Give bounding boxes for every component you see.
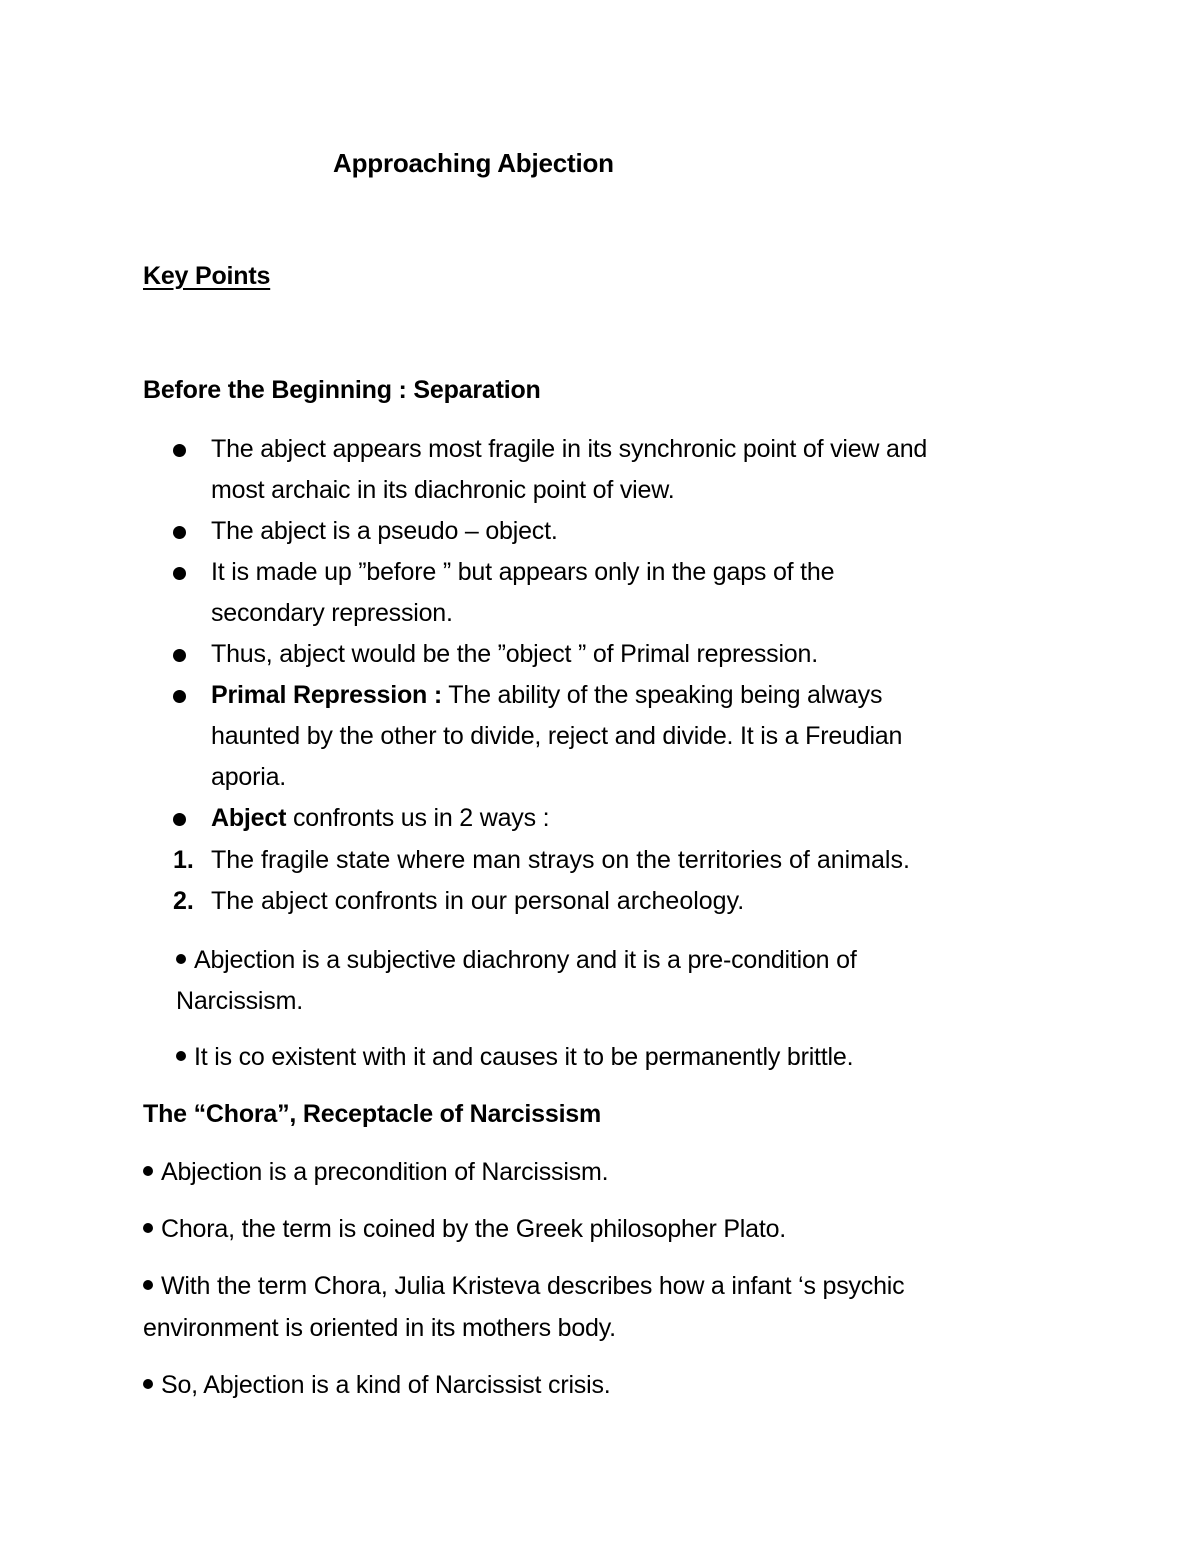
bullet-marker bbox=[143, 1379, 153, 1389]
bullet-marker bbox=[173, 567, 186, 580]
paragraph-text: Chora, the term is coined by the Greek philosopher Plato. bbox=[161, 1215, 787, 1243]
bullet-6-line-1 bbox=[211, 801, 549, 835]
section-heading-chora: The “Chora”, Receptacle of Narcissism bbox=[143, 1100, 602, 1128]
paragraph-narcissist-crisis bbox=[143, 1368, 611, 1402]
paragraph-text: Abjection is a subjective diachrony and it is a pre-condition of bbox=[194, 946, 857, 974]
paragraph-text: Abjection is a precondition of Narcissism. bbox=[161, 1158, 609, 1186]
bullet-marker bbox=[173, 690, 186, 703]
numbered-item-1: The fragile state where man strays on the territories of animals. bbox=[211, 846, 910, 874]
bullet-marker bbox=[143, 1280, 153, 1290]
bullet-1-line-1: The abject appears most fragile in its synchronic point of view and bbox=[211, 435, 928, 463]
bullet-marker bbox=[173, 649, 186, 662]
bullet-marker bbox=[176, 954, 186, 964]
bullet-marker bbox=[173, 526, 186, 539]
bullet-2-line-1: The abject is a pseudo – object. bbox=[211, 517, 558, 545]
paragraph-text: It is co existent with it and causes it to be permanently brittle. bbox=[194, 1043, 854, 1071]
bullet-3-line-2: secondary repression. bbox=[211, 599, 453, 627]
bullet-marker bbox=[173, 444, 186, 457]
paragraph-text: With the term Chora, Julia Kristeva describes how a infant ‘s psychic bbox=[161, 1272, 905, 1300]
key-points-heading: Key Points bbox=[143, 262, 271, 290]
bullet-5-line-3: aporia. bbox=[211, 763, 287, 791]
paragraph-kristeva-line-1 bbox=[143, 1269, 904, 1303]
bullet-marker bbox=[143, 1166, 153, 1176]
bullet-5-text: The ability of the speaking being always bbox=[442, 681, 883, 709]
abject-term: Abject bbox=[211, 804, 287, 832]
paragraph-chora-plato bbox=[143, 1212, 786, 1246]
paragraph-co-existent bbox=[176, 1040, 853, 1074]
numbered-item-2: The abject confronts in our personal archeology. bbox=[211, 887, 745, 915]
paragraph-abjection-diachrony-line-1 bbox=[176, 943, 857, 977]
bullet-marker bbox=[176, 1051, 186, 1061]
bullet-5-line-1 bbox=[211, 678, 882, 712]
paragraph-kristeva-line-2: environment is oriented in its mothers body. bbox=[143, 1314, 616, 1342]
list-number-1: 1. bbox=[173, 846, 194, 874]
bullet-marker bbox=[143, 1223, 153, 1233]
document-title: Approaching Abjection bbox=[333, 148, 614, 178]
bullet-6-text: confronts us in 2 ways : bbox=[286, 804, 550, 832]
bullet-marker bbox=[173, 813, 186, 826]
paragraph-text: So, Abjection is a kind of Narcissist crisis. bbox=[161, 1371, 611, 1399]
paragraph-precondition bbox=[143, 1155, 608, 1189]
bullet-3-line-1: It is made up ”before ” but appears only in the gaps of the bbox=[211, 558, 835, 586]
section-heading-before-the-beginning: Before the Beginning : Separation bbox=[143, 376, 541, 404]
paragraph-abjection-diachrony-line-2: Narcissism. bbox=[176, 987, 303, 1015]
bullet-5-line-2: haunted by the other to divide, reject and divide. It is a Freudian bbox=[211, 722, 903, 750]
primal-repression-term: Primal Repression : bbox=[211, 681, 443, 709]
bullet-1-line-2: most archaic in its diachronic point of view. bbox=[211, 476, 675, 504]
list-number-2: 2. bbox=[173, 887, 194, 915]
bullet-4-line-1: Thus, abject would be the ”object ” of Primal repression. bbox=[211, 640, 818, 668]
